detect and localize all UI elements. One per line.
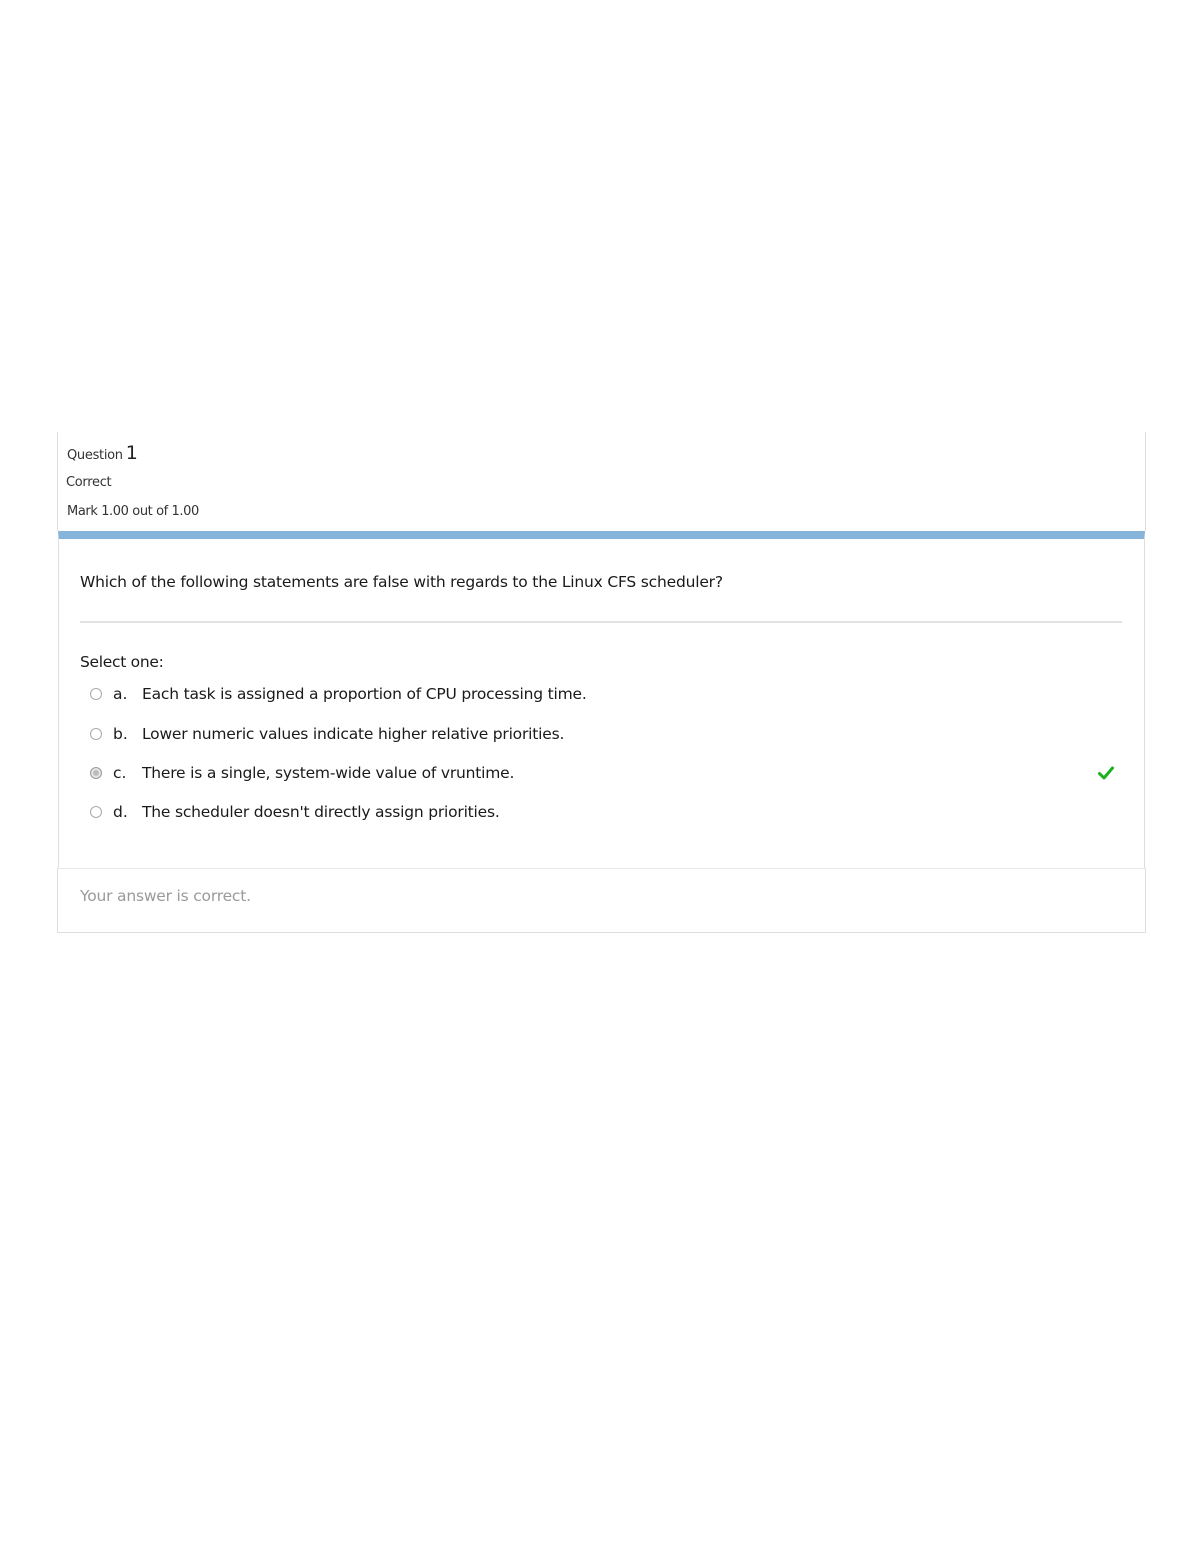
radio-option-c[interactable] <box>90 767 102 779</box>
feedback-box <box>57 868 1146 933</box>
option-text[interactable]: The scheduler doesn't directly assign priorities. <box>142 803 500 821</box>
question-number: 1 <box>125 442 138 464</box>
quiz-question-card <box>57 432 1146 933</box>
question-text: Which of the following statements are false with regards to the Linux CFS scheduler? <box>80 573 723 591</box>
option-text[interactable]: There is a single, system-wide value of vruntime. <box>142 764 515 782</box>
question-label-text: Question <box>67 448 123 463</box>
question-content <box>58 531 1145 868</box>
option-letter: d. <box>113 803 128 821</box>
answer-option-d[interactable] <box>88 803 1118 825</box>
answer-option-b[interactable] <box>88 725 1118 747</box>
option-letter: a. <box>113 685 128 703</box>
question-grade: Mark 1.00 out of 1.00 <box>67 504 199 519</box>
radio-option-a[interactable] <box>90 688 102 700</box>
question-label <box>67 442 138 464</box>
option-text[interactable]: Lower numeric values indicate higher relative priorities. <box>142 725 565 743</box>
radio-option-d[interactable] <box>90 806 102 818</box>
feedback-text: Your answer is correct. <box>80 887 251 905</box>
question-divider <box>80 621 1122 623</box>
answer-option-a[interactable] <box>88 685 1118 707</box>
option-text[interactable]: Each task is assigned a proportion of CPU processing time. <box>142 685 587 703</box>
option-letter: b. <box>113 725 128 743</box>
option-letter: c. <box>113 764 127 782</box>
radio-option-b[interactable] <box>90 728 102 740</box>
question-info <box>57 432 1146 531</box>
check-icon <box>1098 766 1114 780</box>
question-state: Correct <box>66 475 112 490</box>
answer-prompt: Select one: <box>80 653 164 671</box>
answer-option-c[interactable] <box>88 764 1118 786</box>
